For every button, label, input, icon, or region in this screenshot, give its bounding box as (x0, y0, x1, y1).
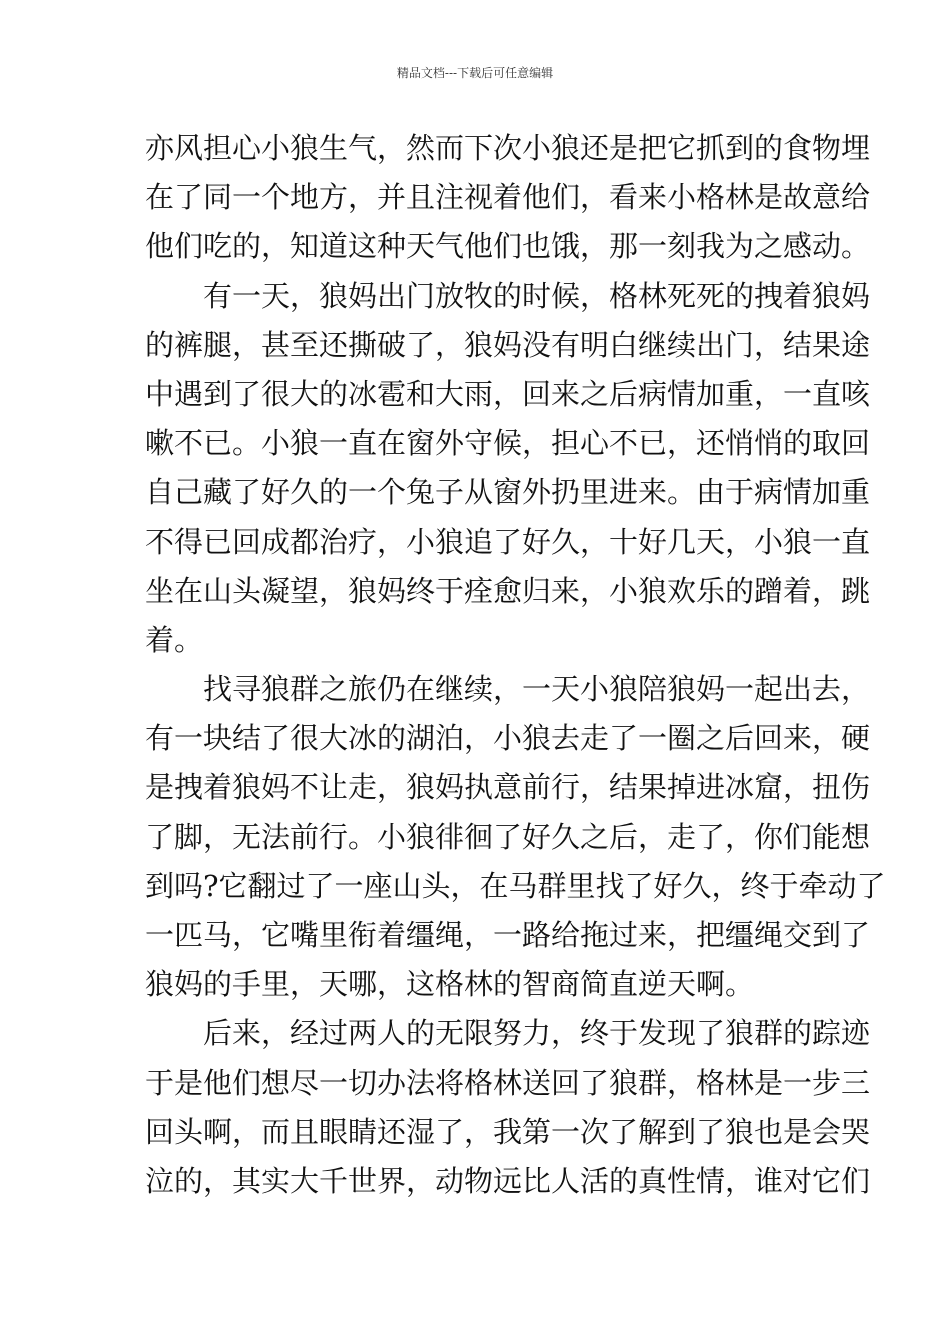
text-line: 回头啊，而且眼睛还湿了，我第一次了解到了狼也是会哭 (145, 1114, 871, 1149)
text-line: 坐在山头凝望，狼妈终于痊愈归来，小狼欢乐的蹭着，跳 (145, 573, 871, 608)
text-line: 一匹马，它嘴里衔着缰绳，一路给拖过来，把缰绳交到了 (145, 918, 871, 952)
document-body (145, 124, 886, 1206)
text-line: 到吗?它翻过了一座山头，在马群里找了好久，终于牵动了 (145, 868, 886, 903)
text-line: 的裤腿，甚至还撕破了，狼妈没有明白继续出门，结果途 (145, 327, 871, 362)
text-line: 于是他们想尽一切办法将格林送回了狼群，格林是一步三 (145, 1065, 871, 1100)
text-line: 狼妈的手里，天哪，这格林的智商简直逆天啊。 (145, 967, 755, 1002)
text-line: 了脚，无法前行。小狼徘徊了好久之后，走了，你们能想 (145, 819, 871, 854)
text-line: 泣的，其实大千世界，动物远比人活的真性情，谁对它们 (145, 1163, 871, 1198)
text-line: 自己藏了好久的一个兔子从窗外扔里进来。由于病情加重 (145, 475, 871, 510)
page-header: 精品文档---下载后可任意编辑 (396, 66, 554, 80)
text-line: 中遇到了很大的冰雹和大雨，回来之后病情加重，一直咳 (145, 376, 871, 411)
text-line: 亦风担心小狼生气，然而下次小狼还是把它抓到的食物埋 (145, 131, 871, 165)
text-line: 他们吃的，知道这种天气他们也饿，那一刻我为之感动。 (145, 229, 871, 264)
text-line: 着。 (145, 622, 204, 657)
text-line: 有一块结了很大冰的湖泊，小狼去走了一圈之后回来，硬 (145, 721, 871, 756)
text-line: 不得已回成都治疗，小狼追了好久，十好几天，小狼一直 (145, 524, 871, 559)
text-line: 有一天，狼妈出门放牧的时候，格林死死的拽着狼妈 (203, 278, 871, 313)
text-line: 是拽着狼妈不让走，狼妈执意前行，结果掉进冰窟，扭伤 (145, 770, 871, 805)
text-line: 后来，经过两人的无限努力，终于发现了狼群的踪迹 (203, 1016, 871, 1051)
text-line: 在了同一个地方，并且注视着他们，看来小格林是故意给 (145, 180, 871, 215)
text-line: 嗽不已。小狼一直在窗外守候，担心不已，还悄悄的取回 (145, 426, 871, 461)
text-line: 找寻狼群之旅仍在继续，一天小狼陪狼妈一起出去， (203, 672, 871, 707)
